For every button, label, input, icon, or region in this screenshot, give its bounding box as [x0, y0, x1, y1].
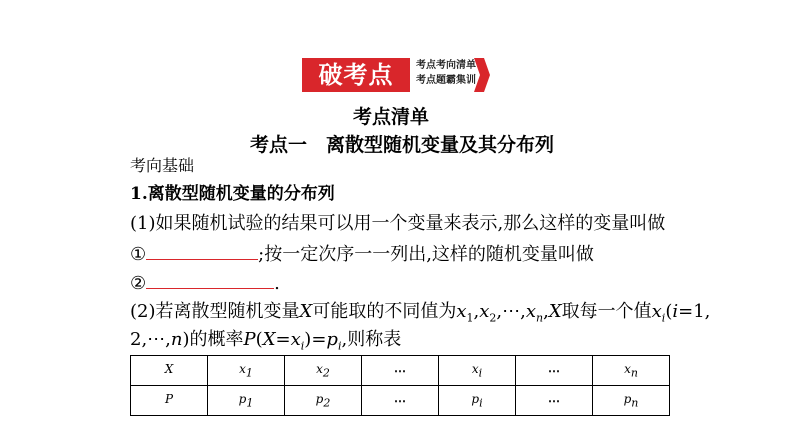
blank-2-tail: .: [274, 273, 280, 294]
table-cell: ⋯: [516, 356, 593, 386]
paragraph-2: (2)若离散型随机变量X可能取的不同值为$x_1,x_2,\cdots,x_n,X$取每一个值$x_i(i=1$,: [130, 301, 711, 325]
table-cell: $p_1$: [208, 386, 285, 416]
blank-2-underline: [146, 270, 274, 289]
subheading: 考向基础: [130, 156, 195, 175]
table-cell: ⋯: [516, 386, 593, 416]
blank-1-tail: ;按一定次序一一列出,这样的随机变量叫做: [258, 244, 594, 265]
table-cell: $x_i$: [439, 356, 516, 386]
paragraph-3: 2,⋯,n)的概率$P(X=x_i)=p_i$,则称表: [130, 329, 402, 353]
topic-title: 考点一 离散型随机变量及其分布列: [250, 134, 555, 156]
table-cell: $p_i$: [439, 386, 516, 416]
table-cell: ⋯: [362, 356, 439, 386]
item1-title: 1.离散型随机变量的分布列: [130, 184, 335, 204]
table-cell: $p_2$: [285, 386, 362, 416]
table-cell: X: [131, 356, 208, 386]
table-row: [131, 386, 670, 416]
blank-line-1: [130, 241, 594, 267]
table-cell: $x_1$: [208, 356, 285, 386]
badge-line-2: 考点题霸集训: [416, 75, 476, 86]
badge-line-1: 考点考向清单: [416, 60, 476, 71]
blank-1-label: ①: [130, 244, 147, 265]
blank-line-2: [130, 270, 280, 296]
table-cell: $x_2$: [285, 356, 362, 386]
section-title: 考点清单: [353, 106, 430, 128]
badge-title: 破考点: [302, 58, 410, 92]
table-cell: $x_n$: [593, 356, 670, 386]
table-cell: P: [131, 386, 208, 416]
table-row: [131, 356, 670, 386]
table-cell: ⋯: [362, 386, 439, 416]
distribution-table: [130, 355, 670, 416]
table-cell: $p_n$: [593, 386, 670, 416]
blank-1-underline: [146, 241, 258, 260]
blank-2-label: ②: [130, 273, 147, 294]
paragraph-1: (1)如果随机试验的结果可以用一个变量来表示,那么这样的变量叫做: [130, 213, 666, 234]
